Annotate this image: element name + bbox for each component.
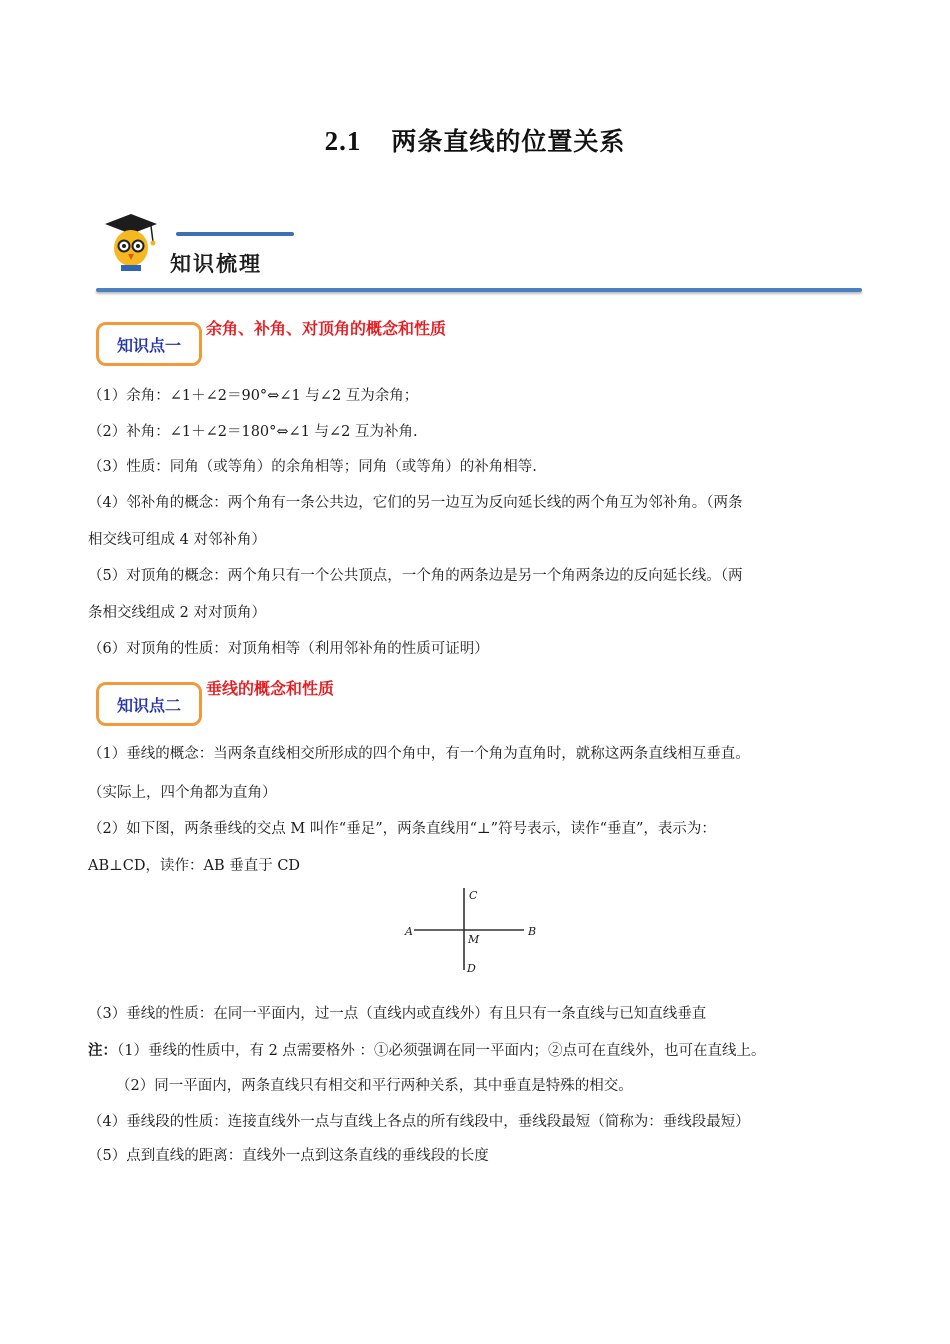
label-b: B <box>528 925 537 938</box>
knowledge-tag-1: 知识点一 <box>96 322 202 366</box>
label-a: A <box>405 925 413 938</box>
section-heading-1: 余角、补角、对顶角的概念和性质 <box>206 319 447 338</box>
section1-line-1: （1）余角：∠1＋∠2＝90°⇔∠1 与∠2 互为余角； <box>88 388 419 404</box>
section1-line-7: 条相交线组成 2 对对顶角） <box>88 605 266 621</box>
section1-line-6: （5）对顶角的概念：两个角只有一个公共顶点，一个角的两条边是另一个角两条边的反向延长线。（两 <box>88 568 743 584</box>
note-line-2: （2）同一平面内，两条直线只有相交和平行两种关系，其中垂直是特殊的相交。 <box>116 1078 633 1094</box>
title-text: 两条直线的位置关系 <box>391 127 626 156</box>
section1-line-4: （4）邻补角的概念：两个角有一条公共边，它们的另一边互为反向延长线的两个角互为邻补角。（两条 <box>88 495 743 511</box>
label-d: D <box>467 962 476 975</box>
perpendicular-lines-figure <box>398 884 548 976</box>
section2-line-3: （2）如下图，两条垂线的交点 M 叫作“垂足”，两条直线用“⊥”符号表示，读作“垂直”，表示为： <box>88 821 716 837</box>
label-c: C <box>469 889 478 902</box>
section1-line-2: （2）补角：∠1＋∠2＝180°⇔∠1 与∠2 互为补角. <box>88 424 418 440</box>
section1-line-3: （3）性质：同角（或等角）的余角相等；同角（或等角）的补角相等. <box>88 459 537 475</box>
note-line-1 <box>88 1041 868 1061</box>
banner-divider <box>96 288 862 292</box>
section2-line-1: （1）垂线的概念：当两条直线相交所形成的四个角中，有一个角为直角时，就称这两条直线相互垂直。 <box>88 746 750 762</box>
label-m: M <box>468 933 480 946</box>
banner-accent-line <box>176 232 294 236</box>
section1-line-5: 相交线可组成 4 对邻补角） <box>88 532 266 548</box>
section-heading-2: 垂线的概念和性质 <box>206 679 335 698</box>
title-number: 2.1 <box>324 126 362 156</box>
section1-line-8: （6）对顶角的性质：对顶角相等（利用邻补角的性质可证明） <box>88 641 489 657</box>
banner-label: 知识梳理 <box>170 252 262 276</box>
section2-line-6: （4）垂线段的性质：连接直线外一点与直线上各点的所有线段中，垂线段最短（简称为：垂线段最短） <box>88 1114 750 1130</box>
section2-line-5: （3）垂线的性质：在同一平面内，过一点（直线内或直线外）有且只有一条直线与已知直线垂直 <box>88 1006 707 1022</box>
note-1-text: （1）垂线的性质中，有 2 点需要格外 ：①必须强调在同一平面内；②点可在直线外，也可在直线上。 <box>117 1043 766 1059</box>
scholar-mascot-icon <box>103 212 159 274</box>
section2-line-2: （实际上，四个角都为直角） <box>88 785 277 801</box>
section2-line-7: （5）点到直线的距离：直线外一点到这条直线的垂线段的长度 <box>88 1148 489 1164</box>
knowledge-tag-2: 知识点二 <box>96 682 202 726</box>
section2-line-4: AB⊥CD，读作：AB 垂直于 CD <box>88 858 301 874</box>
page-title <box>0 122 950 158</box>
note-label: 注： <box>88 1043 117 1059</box>
